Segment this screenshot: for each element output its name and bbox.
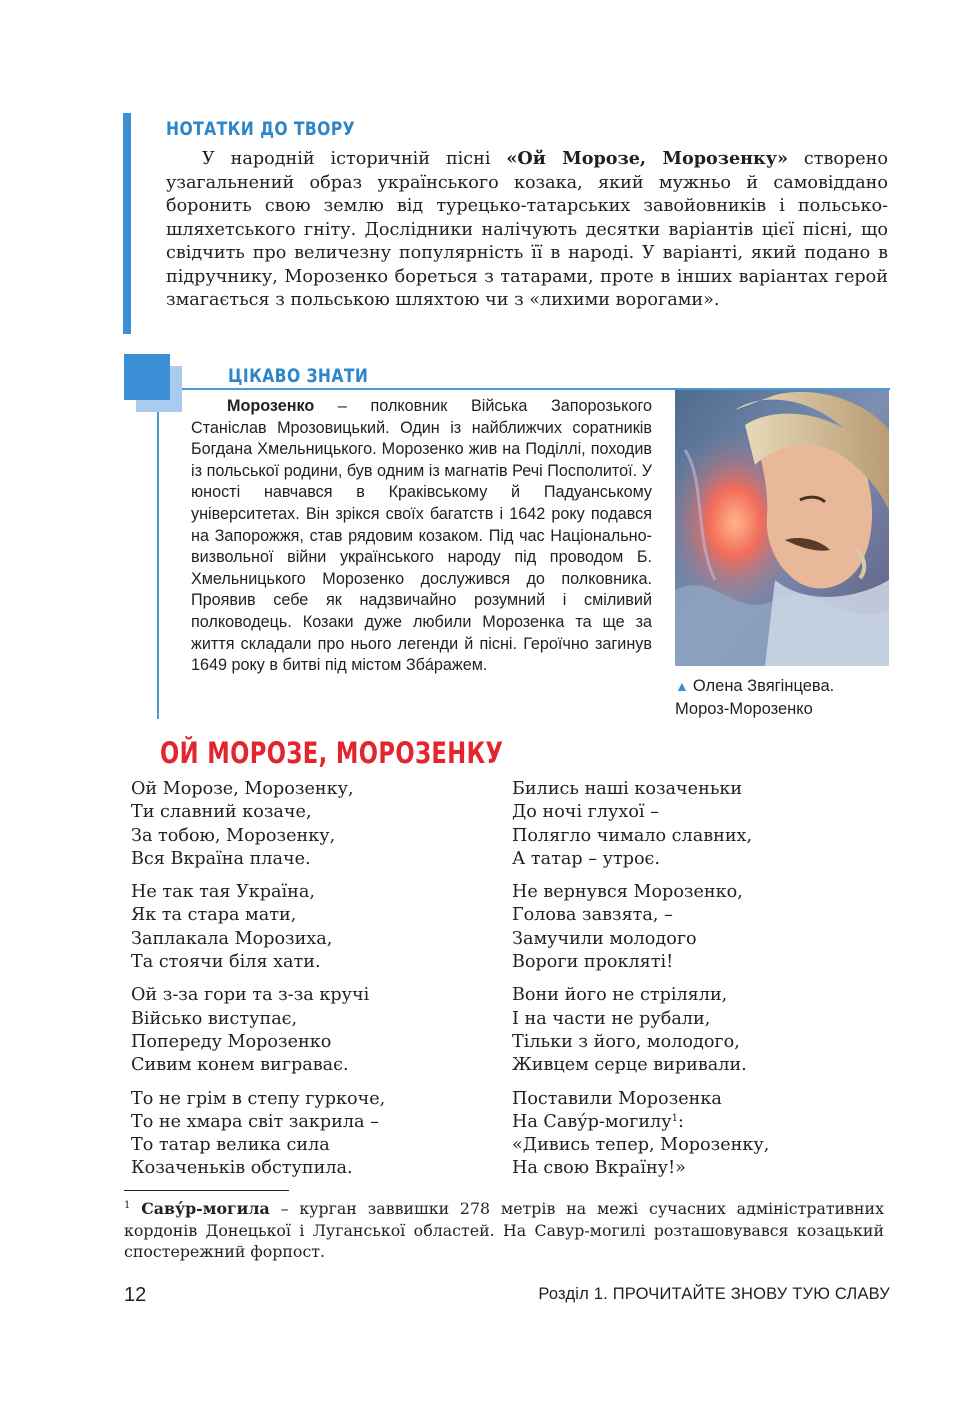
poem-line: Військо виступає, xyxy=(131,1008,298,1029)
notes-heading: НОТАТКИ ДО ТВОРУ xyxy=(166,118,356,140)
interest-heading: ЦІКАВО ЗНАТИ xyxy=(228,365,369,387)
poem-line: Заплакала Морозиха, xyxy=(131,928,333,949)
poem-line: Поставили Морозенка xyxy=(512,1088,722,1109)
poem-line: Вони його не стріляли, xyxy=(512,985,728,1006)
interest-name: Морозенко xyxy=(227,397,315,415)
stanza xyxy=(512,1088,769,1181)
notes-text xyxy=(166,147,888,313)
poem-title: ОЙ МОРОЗЕ, МОРОЗЕНКУ xyxy=(160,736,504,770)
poem-line: Не вернувся Морозенко, xyxy=(512,882,743,903)
poem-line: Не так тая Україна, xyxy=(131,882,315,903)
footnote-text: – курган заввишки 278 метрів на межі сучасних адміністративних кордонів Донецької і Луганської областей. На Савур-могилі розташовувався козацький спостережний форпост. xyxy=(124,1199,884,1261)
caption-title: Мороз-Морозенко xyxy=(675,700,813,718)
caption-author: Олена Звягінцева. xyxy=(692,677,835,695)
stanza xyxy=(512,984,769,1077)
caption-triangle-icon: ▲ xyxy=(675,678,689,694)
poem-line: І на части не рубали, xyxy=(512,1008,711,1029)
poem-line: Як та стара мати, xyxy=(131,905,297,926)
poem-line: Та стоячи біля хати. xyxy=(131,952,321,973)
poem-line: Козаченьків обступила. xyxy=(131,1158,353,1179)
footnote-term: Саву́р-могила xyxy=(141,1199,270,1218)
poem-line: Бились наші козаченьки xyxy=(512,779,743,799)
interest-square-dark xyxy=(124,354,170,400)
poem-line: Ой з-за гори та з-за кручі xyxy=(131,985,370,1006)
poem-line: Вороги прокляті! xyxy=(512,952,674,973)
poem-line: «Дивись тепер, Морозенку, xyxy=(512,1135,770,1156)
stanza xyxy=(131,778,385,871)
poem-right-column xyxy=(512,778,769,1191)
footnote-marker: 1 xyxy=(124,1200,131,1211)
painting-illustration xyxy=(675,390,889,666)
interest-text xyxy=(191,396,652,677)
poem-line-colon: : xyxy=(677,1111,684,1132)
interest-body: – полковник Війська Запорозького Станіслав Мрозовицький. Один із найближчих соратників Богдана Хмельницького. Морозенко жив на Поділлі, походив із польської родини, був одним із магнатів Речі Посполитої. У юності навчався в Краківському й Падуанському університетах. Він зрікся своїх багатств і 1642 року подався на Запорожжя, став рядовим козаком. Під час Національно-визвольної війни українського народу під проводом Б. Хмельницького Морозенко дослужився до полковника. Проявив себе як надзвичайно розумний і сміливий полководець. Козаки дуже любили Морозенка та ще за життя складали про нього легенди й пісні. Героїчно загинув 1649 року в битві під містом Збáражем. xyxy=(191,397,652,675)
poem-line: Тільки з його, молодого, xyxy=(512,1031,740,1052)
interest-side-line xyxy=(157,412,159,719)
page-number: 12 xyxy=(124,1284,147,1306)
poem-line: Полягло чимало славних, xyxy=(512,825,753,846)
poem-line: Голова завзята, – xyxy=(512,905,673,926)
stanza xyxy=(131,984,385,1077)
poem-line: Замучили молодого xyxy=(512,928,697,949)
stanza xyxy=(131,881,385,974)
poem-line: Вся Вкраїна плаче. xyxy=(131,848,311,869)
poem-line: То татар велика сила xyxy=(131,1135,330,1156)
notes-text-before: У народній історичній пісні xyxy=(202,149,507,169)
footnote-ref: 1 xyxy=(671,1112,678,1124)
footnote xyxy=(124,1198,884,1263)
poem-line: То не грім в степу гуркоче, xyxy=(131,1088,386,1109)
notes-song-title: «Ой Морозе, Морозенку» xyxy=(506,148,788,169)
portrait-painting xyxy=(675,390,889,666)
stanza xyxy=(512,778,769,871)
poem-line: Попереду Морозенко xyxy=(131,1031,332,1052)
stanza xyxy=(131,1088,385,1181)
stanza xyxy=(512,881,769,974)
poem-line: Живцем серце виривали. xyxy=(512,1055,747,1076)
poem-line: То не хмара світ закрила – xyxy=(131,1111,379,1132)
notes-text-after: створено узагальнений образ українського козака, який мужньо й самовіддано боронить свою землю від турецько-татарських завойовників і польсько-шляхетського гніту. Дослідники налічують десятки варіантів цієї пісні, що свідчить про величезну популярність її в народі. У варіанті, який подано в підручнику, Морозенко бореться з татарами, проте в інших варіантах герой змагається з польською шляхтою чи з «лихими ворогами». xyxy=(166,149,888,310)
poem-line: До ночі глухої – xyxy=(512,802,659,823)
painting-caption xyxy=(675,675,890,721)
poem-line xyxy=(512,1111,769,1134)
poem-line: А татар – утроє. xyxy=(512,848,660,869)
poem-line: Ой Морозе, Морозенку, xyxy=(131,779,354,799)
running-head: Розділ 1. ПРОЧИТАЙТЕ ЗНОВУ ТУЮ СЛАВУ xyxy=(538,1285,890,1303)
poem-line-text: На Саву́р-могилу xyxy=(512,1111,672,1132)
poem-line: За тобою, Морозенку, xyxy=(131,825,336,846)
poem-line: Ти славний козаче, xyxy=(131,802,312,823)
poem-line: Сивим конем виграває. xyxy=(131,1055,349,1076)
footnote-rule xyxy=(124,1190,289,1191)
poem-left-column xyxy=(131,778,385,1191)
poem-line: На свою Вкраїну!» xyxy=(512,1158,686,1179)
notes-accent-bar xyxy=(123,113,131,334)
